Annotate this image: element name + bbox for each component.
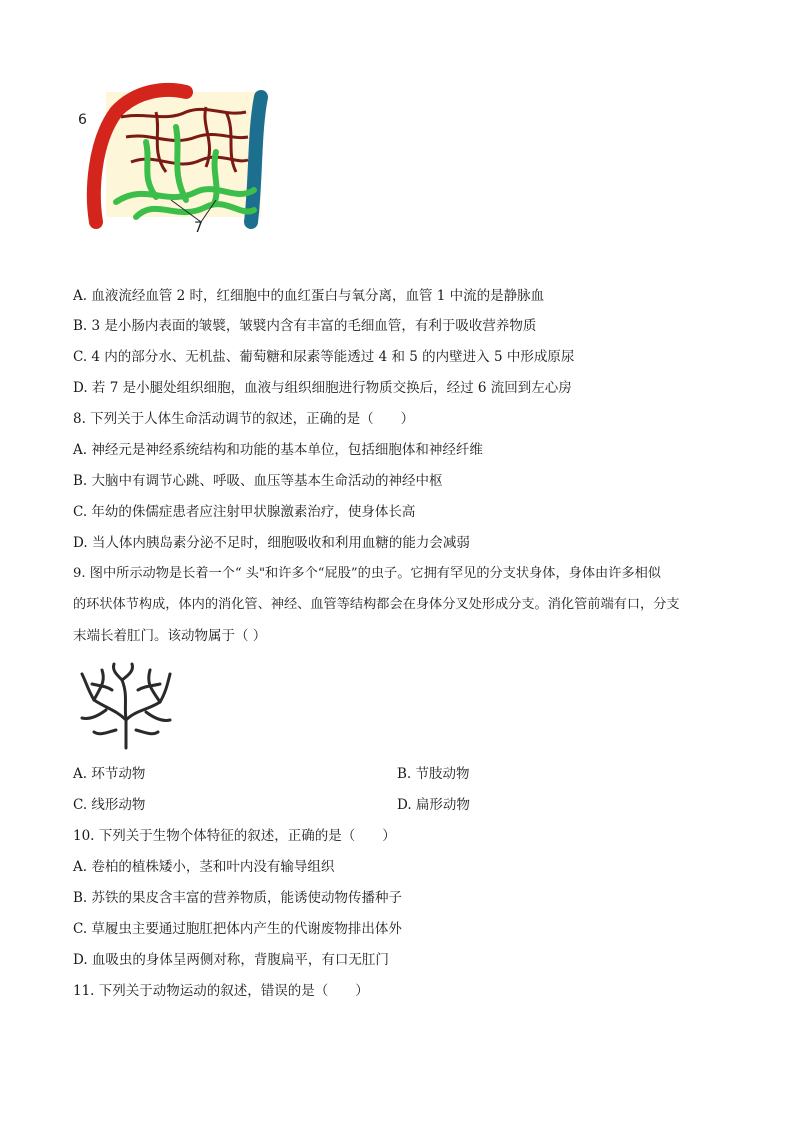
capillary-diagram [76,82,276,242]
figure-label-7: 7 [194,220,203,236]
q7-option-b: B. 3 是小肠内表面的皱襞，皱襞内含有丰富的毛细血管，有利于吸收营养物质 [73,318,537,334]
q7-option-a: A. 血液流经血管 2 时，红细胞中的血红蛋白与氧分离，血管 1 中流的是静脉血 [73,288,545,304]
q8-option-a: A. 神经元是神经系统结构和功能的基本单位，包括细胞体和神经纤维 [73,442,483,458]
worm-branches [82,664,170,748]
q9-option-c: C. 线形动物 [73,797,146,813]
q8-option-d: D. 当人体内胰岛素分泌不足时，细胞吸收和利用血糖的能力会减弱 [73,535,470,551]
q8-option-b: B. 大脑中有调节心跳、呼吸、血压等基本生命活动的神经中枢 [73,473,443,489]
q7-option-d: D. 若 7 是小腿处组织细胞，血液与组织细胞进行物质交换后，经过 6 流回到左心房 [73,380,572,396]
vein-vessel [251,97,261,222]
q9-option-b: B. 节肢动物 [397,766,470,782]
figure-label-6: 6 [78,112,87,128]
capillary-illustration [76,82,276,242]
q7-option-c: C. 4 内的部分水、无机盐、葡萄糖和尿素等能透过 4 和 5 的内壁进入 5 中形成原尿 [73,349,575,365]
branching-worm-illustration [76,660,176,752]
q11-stem: 11. 下列关于动物运动的叙述，错误的是（ ） [73,983,369,999]
q8-stem: 8. 下列关于人体生命活动调节的叙述，正确的是（ ） [73,411,415,427]
q10-option-c: C. 草履虫主要通过胞肛把体内产生的代谢废物排出体外 [73,921,402,937]
branching-worm-figure [76,660,176,752]
q10-option-d: D. 血吸虫的身体呈两侧对称，背腹扁平，有口无肛门 [73,952,389,968]
q8-option-c: C. 年幼的侏儒症患者应注射甲状腺激素治疗，使身体长高 [73,504,416,520]
q9-stem-line-1: 9. 图中所示动物是长着一个“ 头"和许多个“屁股”的虫子。它拥有罕见的分支状身体，身体由许多相似 [73,566,661,581]
q10-option-a: A. 卷柏的植株矮小，茎和叶内没有输导组织 [73,859,335,875]
q9-stem-line-2: 的环状体节构成，体内的消化管、神经、血管等结构都会在身体分叉处形成分支。消化管前端有口，分支 [73,597,680,612]
q10-option-b: B. 苏铁的果皮含丰富的营养物质，能诱使动物传播种子 [73,890,403,906]
q9-stem-line-3: 末端长着肛门。该动物属于（ ） [73,628,267,644]
q10-stem: 10. 下列关于生物个体特征的叙述，正确的是（ ） [73,828,396,844]
q9-option-d: D. 扁形动物 [397,797,470,813]
q9-option-a: A. 环节动物 [73,766,146,782]
